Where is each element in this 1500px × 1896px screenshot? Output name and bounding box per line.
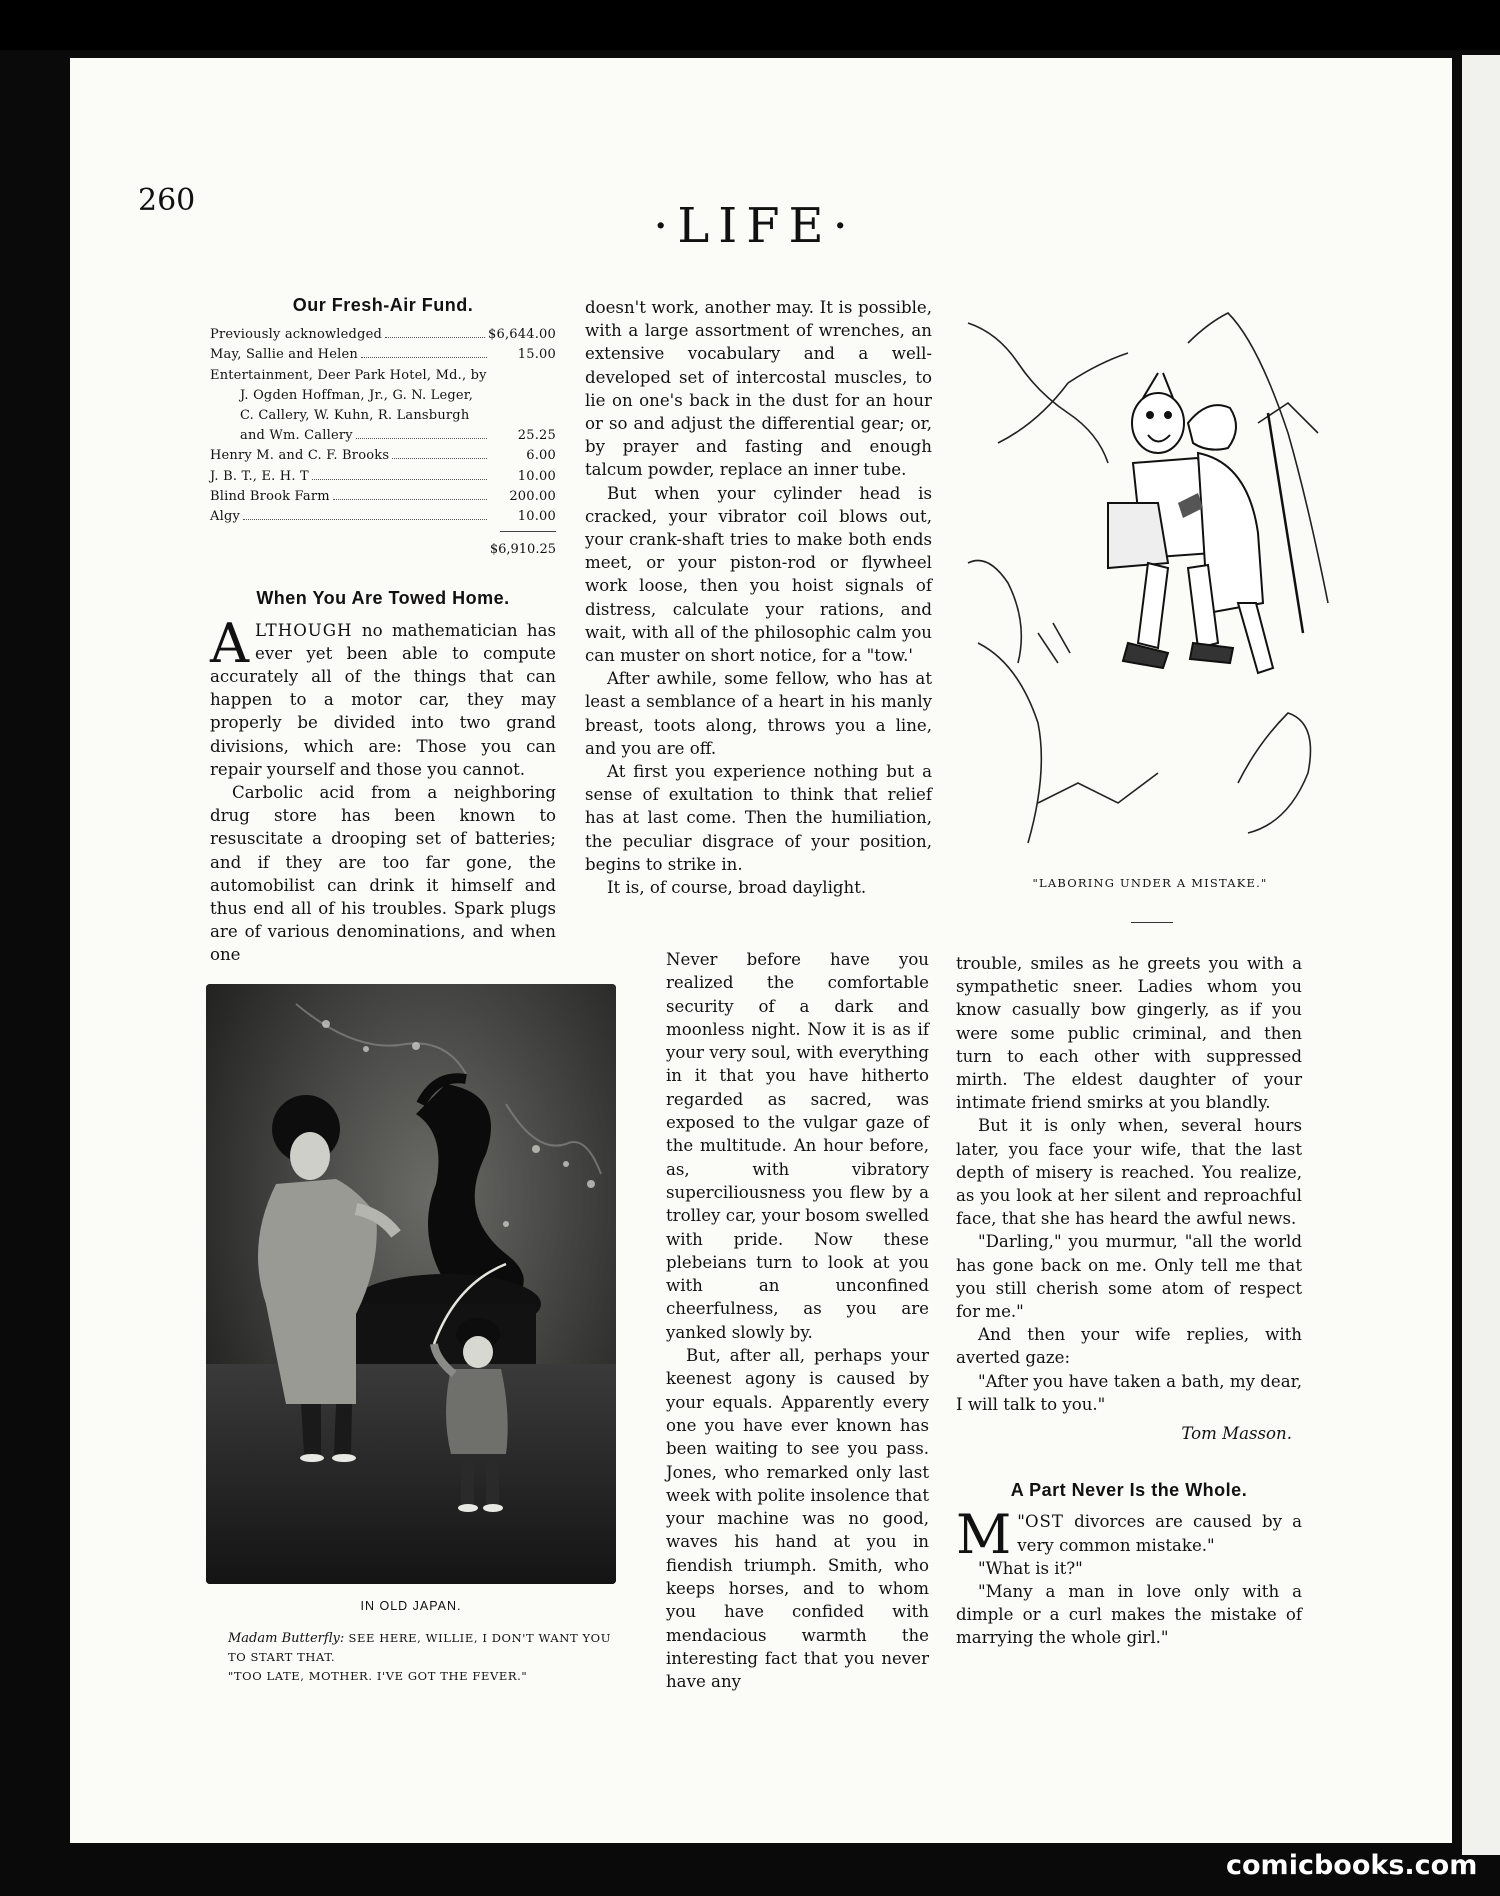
- article-title: A Part Never Is the Whole.: [1010, 1480, 1248, 1501]
- photo-illustration: [206, 984, 616, 1584]
- adjacent-page-edge: [1462, 55, 1500, 1855]
- photo-caption: IN OLD JAPAN.: [360, 1599, 462, 1613]
- article-paragraph: After awhile, some fellow, who has at least a semblance of a heart in his manly breast, toots along, throws you a line, and you are off.: [585, 669, 932, 758]
- speaker-name: Madam Butterfly:: [228, 1631, 345, 1646]
- article-paragraph: " M OST divorces are caused by a very common mistake.": [956, 1503, 1302, 1567]
- pen-drawing: [958, 303, 1342, 863]
- drawing-illustration: [958, 303, 1342, 863]
- article-paragraph: But when your cylinder head is cracked, your vibrator coil blows out, your crank-shaft tries to make both ends meet, or your piston-rod or flywheel work loose, then you hoist signals of distress, calculate your rations, and wait, with all of the philosophic calm you can muster on short notice, for a "tow.': [585, 483, 932, 666]
- article-paragraph: And then your wife replies, with averted gaze:: [956, 1325, 1302, 1368]
- fund-total: $6,910.25: [489, 542, 556, 558]
- fund-entry: Entertainment, Deer Park Hotel, Md., by: [210, 367, 487, 383]
- article-title: When You Are Towed Home.: [256, 588, 510, 609]
- fund-entry: May, Sallie and Helen 15.00: [210, 347, 556, 363]
- middle-column-narrow: [666, 948, 929, 1694]
- divider-rule: [1131, 922, 1173, 923]
- photo-dialogue: Madam Butterfly: SEE HERE, WILLIE, I DON'T WANT YOU TO START THAT. "TOO LATE, MOTHER. I'VE GOT THE FEVER.": [228, 1631, 611, 1683]
- article-paragraph: doesn't work, another may. It is possible, with a large assortment of wrenches, an extensive vocabulary and a well-developed set of intercostal muscles, to lie on one's back in the dust for an hour or so and adjust the differential gear; or, by prayer and fasting and enough talcum powder, replace an inner tube.: [585, 298, 932, 480]
- article-paragraph: But, after all, perhaps your keenest agony is caused by your equals. Apparently every one you have ever known has been waiting to see you pass. Jones, who remarked only last week with polite insolence that your machine was no good, waves his hand at you in fiendish triumph. Smith, who keeps horses, and to whom you have confided with mendacious warmth the interesting fact that you never have any: [666, 1346, 929, 1692]
- article-paragraph: trouble, smiles as he greets you with a sympathetic sneer. Ladies whom you know casually bow gingerly, as if you were some public criminal, and then turn to each other with suppressed mirth. The eldest daughter of your intimate friend smirks at you blandly.: [956, 954, 1302, 1113]
- article-paragraph: But it is only when, several hours later, you face your wife, that the last depth of misery is reached. You realize, as you look at her silent and reproachful face, that she has heard the awful news.: [956, 1116, 1302, 1229]
- article-paragraph: At first you experience nothing but a sense of exultation to think that relief has at last come. Then the humiliation, the peculiar disgrace of your position, begins to strike in.: [585, 762, 932, 874]
- scan-border: [0, 0, 1500, 50]
- left-column: [210, 294, 556, 967]
- article-paragraph: "Many a man in love only with a dimple or a curl makes the mistake of marrying the whole girl.": [956, 1582, 1302, 1648]
- fund-entry: Henry M. and C. F. Brooks 6.00: [210, 448, 556, 464]
- fund-entry: Blind Brook Farm 200.00: [210, 488, 556, 504]
- fund-total-rule: [500, 531, 556, 532]
- drop-cap: A: [210, 611, 249, 675]
- fund-list: [210, 325, 556, 527]
- article-paragraph: It is, of course, broad daylight.: [607, 878, 867, 898]
- middle-column: [585, 296, 932, 899]
- fund-entry: Algy 10.00: [210, 509, 556, 525]
- article-paragraph: ALTHOUGH no mathematician has ever yet been able to compute accurately all of the things that can happen to a motor car, they may properly be divided into two grand divisions, which are: Those you can repair yourself and those you cannot.: [210, 611, 556, 779]
- drawing-caption: "LABORING UNDER A MISTAKE.": [1032, 876, 1268, 890]
- article-paragraph: "Darling," you murmur, "all the world has gone back on me. Only tell me that you still cherish some atom of respect for me.": [956, 1232, 1302, 1322]
- masthead-title: ·LIFE·: [653, 198, 857, 254]
- article-paragraph: Never before have you realized the comfortable security of a dark and moonless night. Now it is as if your very soul, with everything in it that you have hitherto regarded as sacred, was exposed to the vulgar gaze of the multitude. An hour before, as, with vibratory superciliousness you flew by a trolley car, your bosom swelled with pride. Now these plebeians turn to look at you with an unconfined cheerfulness, as you are yanked slowly by.: [666, 950, 929, 1342]
- drop-cap: M: [956, 1503, 1012, 1567]
- page-number: 260: [138, 183, 196, 218]
- fund-entry: and Wm. Callery 25.25: [240, 428, 556, 444]
- halftone-photo: [206, 984, 616, 1584]
- article-paragraph: "After you have taken a bath, my dear, I will talk to you.": [956, 1371, 1302, 1414]
- article-paragraph: "What is it?": [978, 1558, 1083, 1578]
- site-watermark: comicbooks.com: [1226, 1850, 1478, 1881]
- right-column: [956, 952, 1302, 1650]
- fund-entry: Previously acknowledged $6,644.00: [210, 327, 556, 343]
- fund-entry: J. Ogden Hoffman, Jr., G. N. Leger,: [240, 387, 474, 403]
- fund-entry: J. B. T., E. H. T 10.00: [210, 468, 556, 484]
- author-signature: Tom Masson.: [1181, 1424, 1292, 1444]
- fund-entry: C. Callery, W. Kuhn, R. Lansburgh: [240, 408, 470, 424]
- article-paragraph: Carbolic acid from a neighboring drug store has been known to resuscitate a drooping set of batteries; and if they are too far gone, the automobilist can drink it himself and thus end all of his troubles. Spark plugs are of various denominations, and when one: [210, 783, 556, 965]
- fund-title: Our Fresh-Air Fund.: [292, 295, 474, 315]
